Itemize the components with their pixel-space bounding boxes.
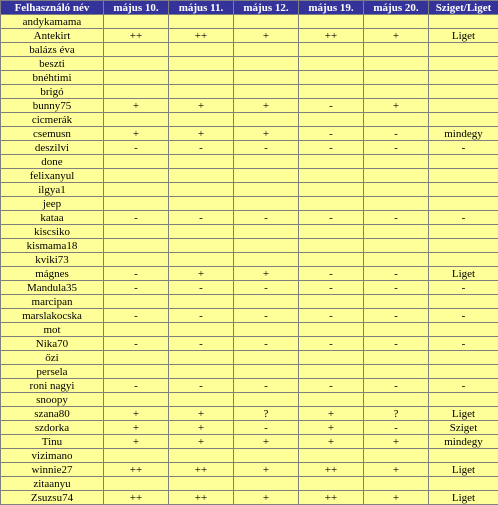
username-cell: őzi bbox=[1, 351, 104, 365]
attendance-cell: + bbox=[169, 267, 234, 281]
attendance-cell: - bbox=[234, 379, 299, 393]
table-row bbox=[1, 15, 498, 29]
attendance-cell bbox=[104, 197, 169, 211]
attendance-cell bbox=[299, 183, 364, 197]
attendance-cell bbox=[104, 477, 169, 491]
attendance-cell bbox=[364, 15, 429, 29]
username-cell: brigó bbox=[1, 85, 104, 99]
attendance-cell: + bbox=[364, 435, 429, 449]
attendance-cell bbox=[299, 113, 364, 127]
attendance-cell bbox=[299, 253, 364, 267]
attendance-cell bbox=[234, 183, 299, 197]
attendance-cell bbox=[169, 43, 234, 57]
attendance-cell: - bbox=[169, 141, 234, 155]
attendance-cell: - bbox=[364, 379, 429, 393]
attendance-cell: - bbox=[299, 267, 364, 281]
attendance-cell: + bbox=[169, 99, 234, 113]
attendance-cell bbox=[104, 169, 169, 183]
table-row bbox=[1, 85, 498, 99]
attendance-cell: - bbox=[234, 421, 299, 435]
attendance-cell bbox=[169, 351, 234, 365]
attendance-cell bbox=[364, 393, 429, 407]
attendance-cell: - bbox=[364, 127, 429, 141]
username-cell: done bbox=[1, 155, 104, 169]
attendance-cell bbox=[234, 113, 299, 127]
attendance-cell bbox=[364, 71, 429, 85]
attendance-cell: - bbox=[169, 281, 234, 295]
location-cell bbox=[429, 351, 498, 365]
username-cell: Mandula35 bbox=[1, 281, 104, 295]
attendance-cell: - bbox=[364, 211, 429, 225]
attendance-cell bbox=[364, 351, 429, 365]
column-header-may-12: május 12. bbox=[234, 1, 299, 15]
attendance-cell: - bbox=[364, 421, 429, 435]
attendance-cell bbox=[169, 239, 234, 253]
location-cell bbox=[429, 85, 498, 99]
attendance-cell: - bbox=[169, 379, 234, 393]
attendance-cell: ++ bbox=[104, 491, 169, 505]
attendance-cell bbox=[364, 365, 429, 379]
attendance-cell: - bbox=[169, 211, 234, 225]
attendance-cell bbox=[299, 295, 364, 309]
username-cell: Nika70 bbox=[1, 337, 104, 351]
attendance-cell bbox=[234, 85, 299, 99]
location-cell: Liget bbox=[429, 29, 498, 43]
location-cell: - bbox=[429, 337, 498, 351]
table-row bbox=[1, 351, 498, 365]
attendance-cell bbox=[299, 85, 364, 99]
attendance-cell bbox=[299, 43, 364, 57]
username-cell: vizimano bbox=[1, 449, 104, 463]
attendance-cell: + bbox=[234, 435, 299, 449]
attendance-cell bbox=[169, 393, 234, 407]
table-row bbox=[1, 393, 498, 407]
table-row bbox=[1, 323, 498, 337]
table-row bbox=[1, 491, 498, 505]
attendance-cell bbox=[364, 43, 429, 57]
attendance-cell bbox=[234, 477, 299, 491]
table-row bbox=[1, 253, 498, 267]
username-cell: kataa bbox=[1, 211, 104, 225]
attendance-cell: - bbox=[104, 211, 169, 225]
table-row bbox=[1, 57, 498, 71]
table-row bbox=[1, 435, 498, 449]
table-row bbox=[1, 169, 498, 183]
username-cell: balázs éva bbox=[1, 43, 104, 57]
table-row bbox=[1, 281, 498, 295]
location-cell bbox=[429, 477, 498, 491]
attendance-cell bbox=[104, 113, 169, 127]
attendance-cell bbox=[234, 449, 299, 463]
attendance-cell bbox=[169, 365, 234, 379]
location-cell bbox=[429, 169, 498, 183]
attendance-cell bbox=[234, 323, 299, 337]
username-cell: Zsuzsu74 bbox=[1, 491, 104, 505]
table-row bbox=[1, 197, 498, 211]
location-cell: Liget bbox=[429, 491, 498, 505]
location-cell bbox=[429, 295, 498, 309]
table-row bbox=[1, 225, 498, 239]
username-cell: szdorka bbox=[1, 421, 104, 435]
attendance-cell bbox=[299, 155, 364, 169]
location-cell bbox=[429, 57, 498, 71]
attendance-cell bbox=[299, 15, 364, 29]
username-cell: cicmerák bbox=[1, 113, 104, 127]
username-cell: winnie27 bbox=[1, 463, 104, 477]
table-row bbox=[1, 295, 498, 309]
attendance-cell bbox=[169, 71, 234, 85]
attendance-cell: + bbox=[234, 99, 299, 113]
attendance-cell: - bbox=[299, 141, 364, 155]
location-cell bbox=[429, 99, 498, 113]
attendance-cell bbox=[299, 71, 364, 85]
attendance-cell bbox=[169, 323, 234, 337]
attendance-cell bbox=[364, 239, 429, 253]
attendance-cell: - bbox=[234, 309, 299, 323]
attendance-cell bbox=[364, 183, 429, 197]
location-cell: Liget bbox=[429, 267, 498, 281]
attendance-cell: + bbox=[169, 127, 234, 141]
table-row bbox=[1, 379, 498, 393]
attendance-cell bbox=[234, 225, 299, 239]
table-row bbox=[1, 183, 498, 197]
username-cell: Tinu bbox=[1, 435, 104, 449]
attendance-cell: - bbox=[299, 281, 364, 295]
attendance-cell bbox=[104, 57, 169, 71]
attendance-cell: + bbox=[234, 463, 299, 477]
attendance-cell: - bbox=[234, 141, 299, 155]
attendance-cell bbox=[234, 295, 299, 309]
table-row bbox=[1, 99, 498, 113]
location-cell bbox=[429, 183, 498, 197]
attendance-cell bbox=[234, 253, 299, 267]
attendance-cell bbox=[299, 239, 364, 253]
attendance-cell: + bbox=[104, 407, 169, 421]
location-cell bbox=[429, 253, 498, 267]
attendance-cell bbox=[234, 169, 299, 183]
attendance-cell bbox=[169, 477, 234, 491]
username-cell: snoopy bbox=[1, 393, 104, 407]
attendance-cell bbox=[104, 155, 169, 169]
table-row bbox=[1, 141, 498, 155]
attendance-cell: - bbox=[364, 267, 429, 281]
location-cell bbox=[429, 393, 498, 407]
table-row bbox=[1, 43, 498, 57]
location-cell: Sziget bbox=[429, 421, 498, 435]
attendance-cell: + bbox=[364, 99, 429, 113]
attendance-cell: - bbox=[234, 281, 299, 295]
attendance-cell bbox=[364, 155, 429, 169]
location-cell: - bbox=[429, 309, 498, 323]
attendance-cell bbox=[299, 393, 364, 407]
attendance-cell: - bbox=[299, 211, 364, 225]
attendance-cell: - bbox=[104, 379, 169, 393]
attendance-cell bbox=[364, 449, 429, 463]
username-cell: zitaanyu bbox=[1, 477, 104, 491]
attendance-cell: + bbox=[299, 435, 364, 449]
attendance-cell bbox=[104, 351, 169, 365]
table-row bbox=[1, 407, 498, 421]
location-cell: - bbox=[429, 379, 498, 393]
attendance-cell bbox=[234, 71, 299, 85]
table-row bbox=[1, 337, 498, 351]
attendance-cell: - bbox=[299, 309, 364, 323]
attendance-cell bbox=[364, 477, 429, 491]
attendance-cell bbox=[364, 295, 429, 309]
attendance-cell bbox=[104, 43, 169, 57]
attendance-cell bbox=[169, 197, 234, 211]
attendance-cell: ++ bbox=[299, 491, 364, 505]
location-cell bbox=[429, 43, 498, 57]
attendance-cell: - bbox=[234, 211, 299, 225]
location-cell: - bbox=[429, 141, 498, 155]
attendance-cell bbox=[169, 169, 234, 183]
location-cell bbox=[429, 449, 498, 463]
attendance-cell: + bbox=[364, 29, 429, 43]
attendance-cell: + bbox=[234, 267, 299, 281]
attendance-cell bbox=[364, 253, 429, 267]
attendance-cell bbox=[104, 85, 169, 99]
location-cell bbox=[429, 323, 498, 337]
attendance-cell bbox=[169, 85, 234, 99]
attendance-cell bbox=[104, 393, 169, 407]
attendance-cell bbox=[104, 365, 169, 379]
attendance-cell: - bbox=[364, 309, 429, 323]
table-row bbox=[1, 127, 498, 141]
attendance-cell: ++ bbox=[104, 29, 169, 43]
username-cell: kiscsiko bbox=[1, 225, 104, 239]
attendance-cell: - bbox=[169, 337, 234, 351]
username-cell: bnéhtimi bbox=[1, 71, 104, 85]
location-cell: - bbox=[429, 211, 498, 225]
location-cell bbox=[429, 365, 498, 379]
attendance-cell bbox=[299, 169, 364, 183]
attendance-cell: - bbox=[299, 379, 364, 393]
attendance-cell bbox=[104, 71, 169, 85]
attendance-cell bbox=[364, 225, 429, 239]
attendance-cell: + bbox=[104, 127, 169, 141]
attendance-cell bbox=[169, 155, 234, 169]
attendance-cell bbox=[104, 183, 169, 197]
attendance-cell: - bbox=[364, 337, 429, 351]
table-row bbox=[1, 113, 498, 127]
attendance-cell bbox=[364, 197, 429, 211]
attendance-cell bbox=[299, 197, 364, 211]
attendance-cell bbox=[169, 295, 234, 309]
attendance-cell bbox=[234, 365, 299, 379]
attendance-cell: - bbox=[169, 309, 234, 323]
attendance-cell bbox=[234, 43, 299, 57]
attendance-cell: ++ bbox=[169, 491, 234, 505]
attendance-cell bbox=[364, 323, 429, 337]
attendance-cell: + bbox=[234, 29, 299, 43]
attendance-cell: - bbox=[104, 267, 169, 281]
table-row bbox=[1, 477, 498, 491]
username-cell: ilgya1 bbox=[1, 183, 104, 197]
column-header-may-19: május 19. bbox=[299, 1, 364, 15]
table-row bbox=[1, 29, 498, 43]
username-cell: marcipan bbox=[1, 295, 104, 309]
attendance-cell bbox=[364, 113, 429, 127]
attendance-cell: ++ bbox=[299, 29, 364, 43]
location-cell bbox=[429, 239, 498, 253]
attendance-cell: + bbox=[169, 407, 234, 421]
location-cell bbox=[429, 225, 498, 239]
attendance-cell bbox=[299, 225, 364, 239]
attendance-cell: + bbox=[299, 421, 364, 435]
attendance-cell: ? bbox=[234, 407, 299, 421]
attendance-cell: - bbox=[234, 337, 299, 351]
attendance-cell bbox=[104, 239, 169, 253]
attendance-cell: + bbox=[299, 407, 364, 421]
attendance-cell: - bbox=[104, 141, 169, 155]
attendance-cell: - bbox=[364, 141, 429, 155]
table-row bbox=[1, 71, 498, 85]
username-cell: persela bbox=[1, 365, 104, 379]
table-row bbox=[1, 463, 498, 477]
attendance-cell bbox=[299, 323, 364, 337]
attendance-cell bbox=[169, 15, 234, 29]
table-header bbox=[1, 1, 498, 15]
attendance-cell bbox=[169, 57, 234, 71]
attendance-cell: + bbox=[104, 421, 169, 435]
table-row bbox=[1, 365, 498, 379]
location-cell: Liget bbox=[429, 407, 498, 421]
username-cell: Antekirt bbox=[1, 29, 104, 43]
attendance-cell bbox=[234, 239, 299, 253]
attendance-cell bbox=[104, 225, 169, 239]
table-row bbox=[1, 155, 498, 169]
username-cell: marslakocska bbox=[1, 309, 104, 323]
location-cell bbox=[429, 15, 498, 29]
attendance-cell bbox=[364, 57, 429, 71]
username-cell: roni nagyi bbox=[1, 379, 104, 393]
attendance-cell bbox=[234, 57, 299, 71]
table-row bbox=[1, 449, 498, 463]
column-header-may-11: május 11. bbox=[169, 1, 234, 15]
attendance-cell bbox=[104, 449, 169, 463]
attendance-cell: + bbox=[104, 435, 169, 449]
attendance-cell bbox=[299, 477, 364, 491]
attendance-cell: ++ bbox=[169, 463, 234, 477]
attendance-cell bbox=[104, 295, 169, 309]
username-cell: mágnes bbox=[1, 267, 104, 281]
attendance-cell: + bbox=[169, 435, 234, 449]
attendance-cell bbox=[364, 169, 429, 183]
attendance-cell bbox=[169, 253, 234, 267]
username-cell: felixanyul bbox=[1, 169, 104, 183]
table-row bbox=[1, 239, 498, 253]
attendance-cell bbox=[299, 449, 364, 463]
username-cell: deszilvi bbox=[1, 141, 104, 155]
attendance-cell bbox=[234, 15, 299, 29]
location-cell: Liget bbox=[429, 463, 498, 477]
attendance-cell bbox=[234, 393, 299, 407]
column-header-location: Sziget/Liget bbox=[429, 1, 498, 15]
attendance-cell: - bbox=[104, 309, 169, 323]
location-cell bbox=[429, 155, 498, 169]
attendance-cell bbox=[169, 449, 234, 463]
table-row bbox=[1, 211, 498, 225]
attendance-cell bbox=[104, 253, 169, 267]
attendance-cell: - bbox=[104, 337, 169, 351]
attendance-cell: ++ bbox=[299, 463, 364, 477]
username-cell: bunny75 bbox=[1, 99, 104, 113]
attendance-cell: + bbox=[234, 127, 299, 141]
attendance-cell: + bbox=[234, 491, 299, 505]
attendance-cell bbox=[169, 183, 234, 197]
attendance-cell: - bbox=[299, 127, 364, 141]
username-cell: kismama18 bbox=[1, 239, 104, 253]
table-row bbox=[1, 421, 498, 435]
table-row bbox=[1, 267, 498, 281]
location-cell: - bbox=[429, 281, 498, 295]
attendance-cell bbox=[104, 323, 169, 337]
attendance-cell bbox=[104, 15, 169, 29]
table-body bbox=[1, 15, 498, 505]
username-cell: jeep bbox=[1, 197, 104, 211]
attendance-cell: + bbox=[364, 491, 429, 505]
username-cell: beszti bbox=[1, 57, 104, 71]
attendance-cell: ? bbox=[364, 407, 429, 421]
attendance-cell: + bbox=[364, 463, 429, 477]
attendance-cell: ++ bbox=[169, 29, 234, 43]
column-header-username: Felhasználó név bbox=[1, 1, 104, 15]
username-cell: andykamama bbox=[1, 15, 104, 29]
table-row bbox=[1, 309, 498, 323]
attendance-cell bbox=[234, 351, 299, 365]
attendance-cell bbox=[234, 197, 299, 211]
attendance-cell bbox=[364, 85, 429, 99]
attendance-cell: - bbox=[299, 99, 364, 113]
attendance-cell bbox=[234, 155, 299, 169]
username-cell: mot bbox=[1, 323, 104, 337]
username-cell: kviki73 bbox=[1, 253, 104, 267]
attendance-cell: + bbox=[169, 421, 234, 435]
attendance-cell bbox=[299, 351, 364, 365]
location-cell: mindegy bbox=[429, 127, 498, 141]
location-cell bbox=[429, 113, 498, 127]
attendance-cell bbox=[299, 57, 364, 71]
location-cell bbox=[429, 71, 498, 85]
attendance-cell: + bbox=[104, 99, 169, 113]
header-row bbox=[1, 1, 498, 15]
column-header-may-10: május 10. bbox=[104, 1, 169, 15]
location-cell bbox=[429, 197, 498, 211]
attendance-cell: - bbox=[299, 337, 364, 351]
username-cell: szana80 bbox=[1, 407, 104, 421]
column-header-may-20: május 20. bbox=[364, 1, 429, 15]
attendance-cell: ++ bbox=[104, 463, 169, 477]
location-cell: mindegy bbox=[429, 435, 498, 449]
attendance-cell: - bbox=[104, 281, 169, 295]
username-cell: csemusn bbox=[1, 127, 104, 141]
attendance-cell: - bbox=[364, 281, 429, 295]
attendance-cell bbox=[169, 113, 234, 127]
attendance-cell bbox=[299, 365, 364, 379]
attendance-cell bbox=[169, 225, 234, 239]
